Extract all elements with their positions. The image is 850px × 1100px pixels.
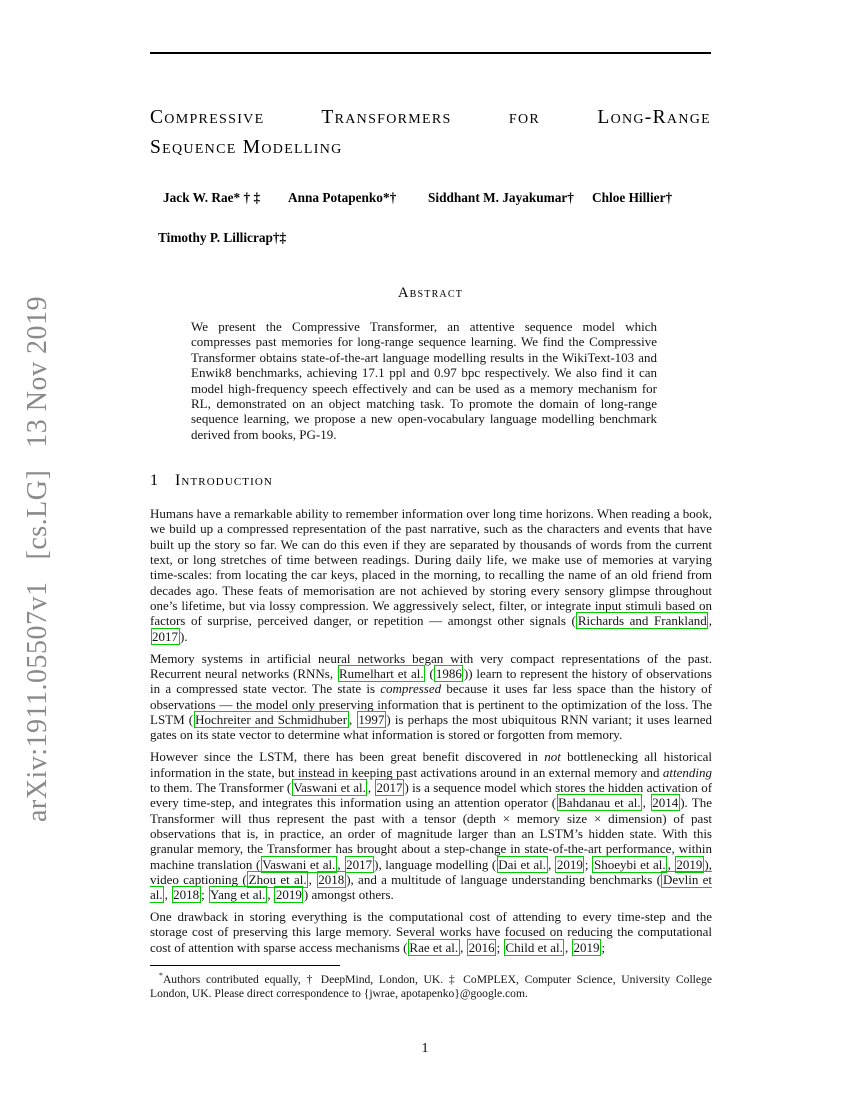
citation-link[interactable]: 1997 bbox=[358, 711, 385, 727]
citation-link[interactable]: 1986 bbox=[435, 665, 462, 681]
citation-link[interactable]: 2014 bbox=[652, 795, 679, 811]
citation-link[interactable]: 2019 bbox=[275, 887, 302, 903]
citation-link[interactable]: 2016 bbox=[468, 939, 495, 955]
author-chloe-hillier: Chloe Hillier† bbox=[592, 190, 673, 205]
citation-link[interactable]: Zhou et al. bbox=[248, 871, 307, 887]
citation-link[interactable]: Vaswani et al. bbox=[293, 779, 366, 795]
citation-link[interactable]: Yang et al. bbox=[210, 887, 266, 903]
emphasis-text: attending bbox=[662, 764, 712, 780]
citation-link[interactable]: Child et al. bbox=[505, 939, 563, 955]
citation-link[interactable]: Rumelhart et al. bbox=[339, 665, 424, 681]
arxiv-date: 13 Nov 2019 bbox=[22, 295, 53, 448]
citation-link[interactable]: Shoeybi et al. bbox=[593, 856, 666, 872]
section-heading-introduction bbox=[150, 472, 273, 490]
header-rule bbox=[150, 52, 711, 54]
emphasis-text: compressed bbox=[380, 681, 442, 697]
introduction-body bbox=[150, 506, 712, 1001]
author-jack-rae: Jack W. Rae* † ‡ bbox=[163, 190, 261, 205]
arxiv-id: arXiv:1911.05507v1 bbox=[22, 581, 53, 822]
abstract-text: We present the Compressive Transformer, an attentive sequence model which compresses past memories for long-range sequence learning. We find the Compressive Transformer obtains state-of-the-art language modelling results in the WikiText-103 and Enwik8 benchmarks, achieving 17.1 ppl and 0.97 bpc respectively. We also find it can model high-frequency speech effectively and can be used as a memory mechanism for RL, demonstrated on an object matching task. To promote the domain of long-range sequence learning, we propose a new open-vocabulary language modelling benchmark derived from books, PG-19. bbox=[191, 319, 657, 442]
abstract-heading: Abstract bbox=[397, 285, 464, 301]
citation-link[interactable]: 2017 bbox=[376, 779, 403, 795]
footnote-marker: * bbox=[159, 971, 163, 981]
citation-link[interactable]: Hochreiter and Schmidhuber bbox=[195, 711, 348, 727]
citation-link[interactable]: Devlin et al. bbox=[150, 871, 712, 903]
intro-paragraph-1: Humans have a remarkable ability to remember information over long time horizons. When reading a book, we build up a compressed representation of the past narrative, such as the characters and events that have built up the story so far. We can do this even if they are separated by thousands of words from the current text, or long stretches of time between readings. During daily life, we make use of memories at varying time-scales: from locating the car keys, placed in the morning, to recalling the name of an old friend from decades ago. These feats of memorisation are not achieved by storing every sensory glimpse throughout one’s lifetime, but via lossy compression. We aggressively select, filter, or integrate input stimuli based on factors of surprise, perceived danger, or repetition — amongst other signals ( Richards and Frankland , 2017 ). bbox=[150, 506, 712, 644]
citation-link[interactable]: Rae et al. bbox=[409, 939, 459, 955]
footnote-text: *Authors contributed equally, † DeepMind, London, UK. ‡ CoMPLEX, Computer Science, University College London, UK. Please direct correspondence to {jwrae, apotapenko}@google.com. bbox=[150, 971, 712, 1000]
section-number: 1 bbox=[150, 472, 158, 489]
intro-paragraph-2: Memory systems in artificial neural networks began with very compact representations of the past. Recurrent neural networks (RNNs, Rumelhart et al. ( 1986 )) learn to represent the history of observations in a compressed state vector. The state is compressed because it uses far less space than the history of observations — the model only preserving information that is pertinent to the optimization of the loss. The LSTM ( Hochreiter and Schmidhuber , 1997 ) is perhaps the most ubiquitous RNN variant; it uses learned gates on its state vector to determine what information is stored or forgotten from memory. bbox=[150, 650, 713, 743]
footnote-rule bbox=[150, 965, 340, 966]
emphasis-text: not bbox=[544, 749, 561, 765]
citation-link[interactable]: Vaswani et al. bbox=[262, 856, 336, 872]
author-timothy-lillicrap: Timothy P. Lillicrap†‡ bbox=[158, 230, 287, 245]
arxiv-category: [cs.LG] bbox=[22, 469, 53, 560]
intro-paragraph-3: However since the LSTM, there has been great benefit discovered in not bottlenecking all historical information in the state, but instead in keeping past activations around in an external memory and attending to them. The Transformer ( Vaswani et al. , 2017 ) is a sequence model which stores the hidden activation of every time-step, and integrates this information using an attention operator ( Bahdanau et al. , 2014 ). The Transformer will thus represent the past with a tensor (depth × memory size × dimension) of past observations that is, in practice, an order of magnitude larger than an LSTM’s hidden state. With this granular memory, the Transformer has brought about a step-change in state-of-the-art performance, within machine translation ( Vaswani et al. , 2017 ), language modelling ( Dai et al. , 2019 ; Shoeybi et al. , 2019 ), video captioning ( Zhou et al. , 2018 ), and a multitude of language understanding benchmarks ( Devlin et al. , 2018 ; Yang et al. , 2019 ) amongst others. bbox=[150, 749, 713, 903]
citation-link[interactable]: 2019 bbox=[676, 856, 703, 872]
paper-title-line1: Compressive Transformers for Long-Range bbox=[150, 107, 711, 128]
citation-link[interactable]: 2019 bbox=[556, 856, 583, 872]
paper-title bbox=[150, 103, 711, 162]
arxiv-watermark bbox=[22, 296, 54, 822]
author-siddhant-jayakumar: Siddhant M. Jayakumar† bbox=[428, 190, 574, 205]
intro-paragraph-4: One drawback in storing everything is the computational cost of attending to every time-step and the storage cost of preserving this large memory. Several works have focused on reducing the computational cost of attention with sparse access mechanisms ( Rae et al. , 2016 ; Child et al. , 2019 ; bbox=[150, 909, 712, 955]
citation-link[interactable]: 2018 bbox=[318, 871, 345, 887]
author-anna-potapenko: Anna Potapenko*† bbox=[288, 190, 397, 205]
citation-link[interactable]: Bahdanau et al. bbox=[558, 795, 641, 811]
citation-link[interactable]: Richards and Frankland bbox=[577, 613, 707, 629]
citation-link[interactable]: 2017 bbox=[346, 856, 373, 872]
page-number: 1 bbox=[421, 1040, 429, 1055]
citation-link[interactable]: 2019 bbox=[573, 939, 600, 955]
section-label: Introduction bbox=[175, 472, 273, 489]
paper-title-line2: Sequence Modelling bbox=[150, 136, 343, 158]
citation-link[interactable]: Dai et al. bbox=[498, 856, 547, 872]
citation-link[interactable]: 2017 bbox=[152, 628, 178, 644]
citation-link[interactable]: 2018 bbox=[173, 887, 200, 903]
